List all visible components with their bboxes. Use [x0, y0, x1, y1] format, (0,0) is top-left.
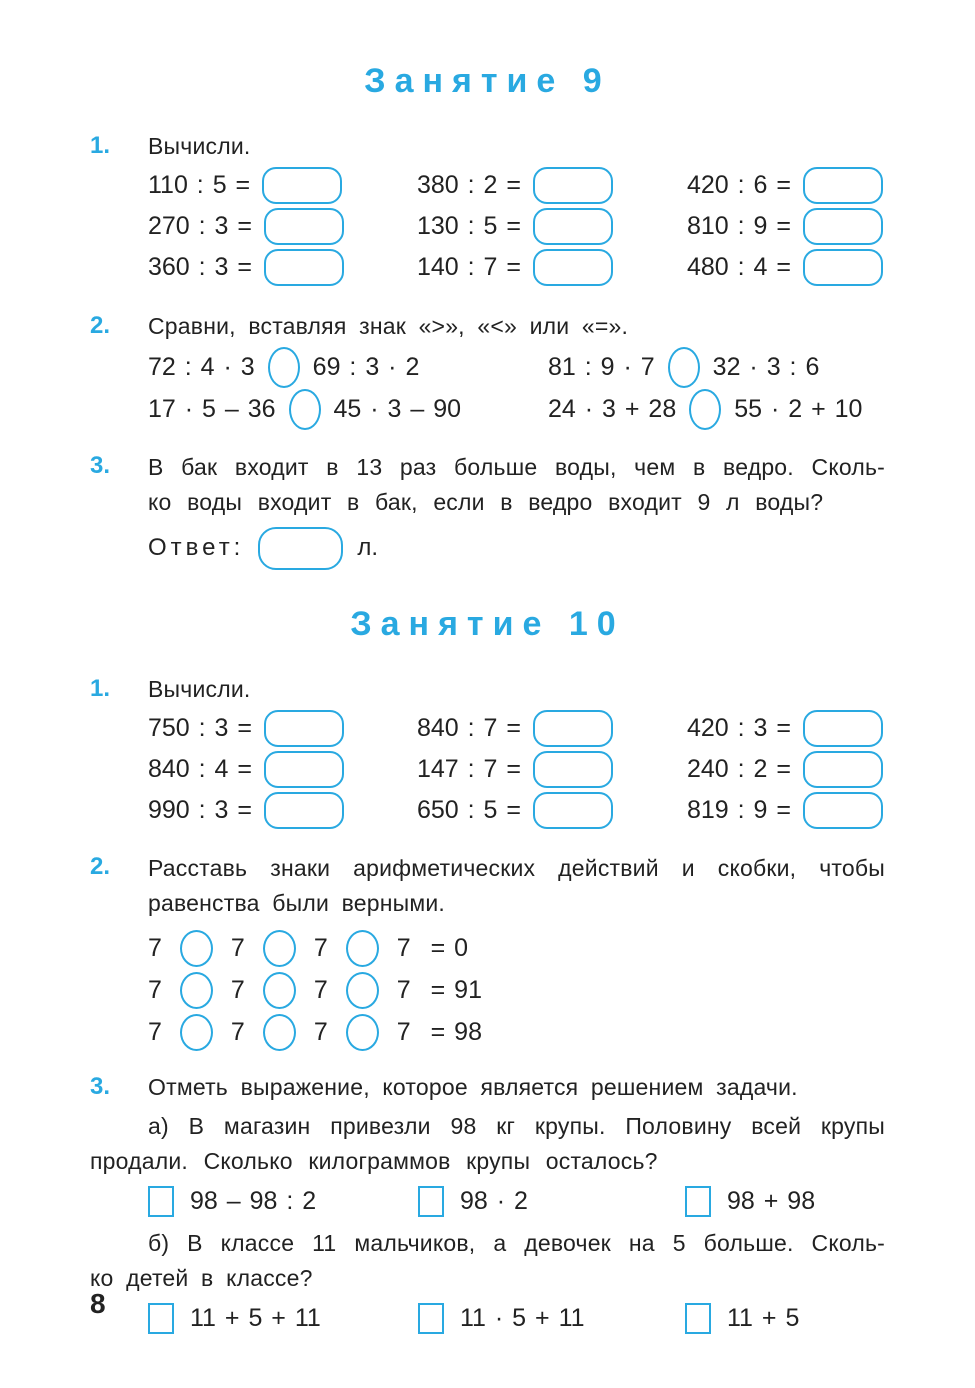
lesson9-title: Занятие 9: [364, 62, 611, 100]
option-expression: 98 · 2: [460, 1186, 528, 1215]
equation-row: [148, 927, 885, 969]
operand: 7: [230, 975, 245, 1004]
division-problems-grid: [148, 708, 885, 831]
problem-line: ко воды входит в бак, если в ведро входит 9 л воды?: [148, 489, 824, 515]
option-checkbox[interactable]: [148, 1303, 174, 1334]
task-b: [90, 1226, 885, 1337]
instruction-line: равенства были верными.: [148, 890, 446, 916]
equation-result: = 98: [430, 1017, 482, 1046]
option-expression: 98 + 98: [727, 1186, 816, 1215]
option-checkbox[interactable]: [418, 1186, 444, 1217]
answer-box[interactable]: [533, 208, 613, 245]
problem-expression: 270 : 3 =: [148, 212, 252, 240]
comparison-item: [548, 388, 885, 430]
problem-line: ко детей в классе?: [90, 1265, 313, 1291]
option-checkbox[interactable]: [685, 1186, 711, 1217]
answer-option[interactable]: [685, 1299, 885, 1337]
operator-circle[interactable]: [346, 930, 379, 967]
answer-box[interactable]: [803, 751, 883, 788]
answer-box[interactable]: [803, 792, 883, 829]
exercise-number: 1.: [90, 675, 111, 702]
exercise-label: Отметь выражение, которое является решением задачи.: [148, 1074, 798, 1100]
operator-circle[interactable]: [180, 1014, 213, 1051]
task-a-options: [148, 1182, 885, 1220]
left-expression: 17 · 5 – 36: [148, 394, 276, 423]
comparison-row: [148, 388, 885, 430]
lesson9-exercise3: [90, 450, 885, 571]
answer-box[interactable]: [803, 710, 883, 747]
problem-expression: 480 : 4 =: [687, 253, 791, 281]
right-expression: 55 · 2 + 10: [734, 394, 863, 423]
option-expression: 11 + 5 + 11: [190, 1303, 321, 1332]
exercise-number: 3.: [90, 452, 111, 479]
calc-problem: [148, 165, 417, 206]
task-a-text: [90, 1109, 885, 1179]
problem-expression: 840 : 7 =: [417, 714, 521, 742]
answer-box[interactable]: [264, 208, 344, 245]
answer-box[interactable]: [803, 208, 883, 245]
problem-line: б) В классе 11 мальчиков, а девочек на 5 больше. Сколь-: [148, 1230, 885, 1256]
exercise-number: 3.: [90, 1073, 111, 1100]
answer-option[interactable]: [148, 1182, 418, 1220]
problem-expression: 990 : 3 =: [148, 796, 252, 824]
division-problems-grid: [148, 165, 885, 288]
option-checkbox[interactable]: [685, 1303, 711, 1334]
calc-problem: [687, 247, 885, 288]
operand: 7: [148, 975, 162, 1004]
answer-box[interactable]: [533, 792, 613, 829]
problem-expression: 420 : 3 =: [687, 714, 791, 742]
comparison-item: [148, 346, 548, 388]
lesson9-exercise1: [90, 130, 885, 288]
comparison-row: [148, 346, 885, 388]
operand: 7: [313, 1017, 328, 1046]
option-expression: 11 + 5: [727, 1303, 800, 1332]
left-expression: 81 : 9 · 7: [548, 352, 655, 381]
problem-expression: 147 : 7 =: [417, 755, 521, 783]
option-expression: 11 · 5 + 11: [460, 1303, 585, 1332]
page-number: 8: [90, 1288, 106, 1319]
left-expression: 24 · 3 + 28: [548, 394, 677, 423]
equation-row: [148, 969, 885, 1011]
calc-problem: [687, 790, 885, 831]
problem-expression: 750 : 3 =: [148, 714, 252, 742]
lesson10-title: Занятие 10: [350, 605, 625, 643]
calc-problem: [148, 790, 417, 831]
answer-box[interactable]: [803, 249, 883, 286]
operator-circle[interactable]: [346, 972, 379, 1009]
calc-problem: [417, 708, 687, 749]
answer-box[interactable]: [533, 710, 613, 747]
option-checkbox[interactable]: [418, 1303, 444, 1334]
equation-result: = 91: [430, 975, 482, 1004]
comparison-sign-circle[interactable]: [268, 347, 300, 388]
answer-unit: л.: [357, 534, 379, 561]
lesson10-exercise2: [90, 851, 885, 1053]
answer-box[interactable]: [533, 249, 613, 286]
operand: 7: [230, 1017, 245, 1046]
comparison-sign-circle[interactable]: [668, 347, 700, 388]
calc-problem: [687, 708, 885, 749]
task-b-text: [90, 1226, 885, 1296]
problem-expression: 130 : 5 =: [417, 212, 521, 240]
answer-option[interactable]: [148, 1299, 418, 1337]
calc-problem: [148, 749, 417, 790]
comparison-sign-circle[interactable]: [689, 389, 721, 430]
answer-box[interactable]: [258, 527, 343, 570]
operator-circle[interactable]: [263, 1014, 296, 1051]
calc-problem: [417, 790, 687, 831]
problem-expression: 810 : 9 =: [687, 212, 791, 240]
answer-box[interactable]: [262, 167, 342, 204]
problem-expression: 240 : 2 =: [687, 755, 791, 783]
calc-problem: [687, 749, 885, 790]
exercise-number: 2.: [90, 853, 111, 880]
comparison-sign-circle[interactable]: [289, 389, 321, 430]
operator-circle[interactable]: [180, 972, 213, 1009]
operator-circle[interactable]: [180, 930, 213, 967]
problem-expression: 360 : 3 =: [148, 253, 252, 281]
answer-box[interactable]: [264, 751, 344, 788]
comparison-item: [148, 388, 548, 430]
exercise-number: 2.: [90, 312, 111, 339]
problem-expression: 420 : 6 =: [687, 171, 791, 199]
option-expression: 98 – 98 : 2: [190, 1186, 317, 1215]
answer-row: [148, 525, 885, 571]
right-expression: 69 : 3 · 2: [312, 352, 420, 381]
calc-problem: [417, 247, 687, 288]
task-a: [90, 1109, 885, 1220]
answer-box[interactable]: [264, 249, 344, 286]
answer-box[interactable]: [264, 710, 344, 747]
exercise-number: 1.: [90, 132, 111, 159]
comparison-rows: [148, 346, 885, 430]
calc-problem: [148, 247, 417, 288]
equation-result: = 0: [430, 933, 469, 962]
problem-expression: 819 : 9 =: [687, 796, 791, 824]
word-problem-text: [90, 450, 885, 520]
exercise-instruction: [90, 851, 885, 921]
operand: 7: [313, 933, 328, 962]
problem-line: продали. Сколько килограммов крупы осталось?: [90, 1148, 658, 1174]
right-expression: 32 · 3 : 6: [712, 352, 820, 381]
operand: 7: [396, 933, 411, 962]
answer-option[interactable]: [685, 1182, 885, 1220]
operator-circle[interactable]: [263, 930, 296, 967]
exercise-label: Сравни, вставляя знак «>», «<» или «=».: [148, 313, 629, 339]
equation-row: [148, 1011, 885, 1053]
operator-circle[interactable]: [263, 972, 296, 1009]
instruction-line: Расставь знаки арифметических действий и скобки, чтобы: [148, 855, 885, 881]
problem-line: В бак входит в 13 раз больше воды, чем в ведро. Сколь-: [148, 454, 885, 480]
operand: 7: [230, 933, 245, 962]
exercise-label: Вычисли.: [148, 133, 251, 159]
answer-box[interactable]: [533, 167, 613, 204]
operator-circle[interactable]: [346, 1014, 379, 1051]
answer-box[interactable]: [533, 751, 613, 788]
operand: 7: [396, 1017, 411, 1046]
calc-problem: [417, 749, 687, 790]
calc-problem: [687, 165, 885, 206]
problem-expression: 110 : 5 =: [148, 171, 251, 199]
comparison-item: [548, 346, 885, 388]
answer-option[interactable]: [418, 1299, 685, 1337]
answer-box[interactable]: [803, 167, 883, 204]
calc-problem: [687, 206, 885, 247]
calc-problem: [148, 708, 417, 749]
operand: 7: [148, 933, 162, 962]
problem-expression: 840 : 4 =: [148, 755, 252, 783]
answer-option[interactable]: [418, 1182, 685, 1220]
calc-problem: [148, 206, 417, 247]
left-expression: 72 : 4 · 3: [148, 352, 255, 381]
exercise-label: Вычисли.: [148, 676, 251, 702]
problem-line: а) В магазин привезли 98 кг крупы. Половину всей крупы: [148, 1113, 885, 1139]
problem-expression: 380 : 2 =: [417, 171, 521, 199]
problem-expression: 650 : 5 =: [417, 796, 521, 824]
operand: 7: [148, 1017, 162, 1046]
lesson9-exercise2: [90, 310, 885, 430]
calc-problem: [417, 206, 687, 247]
option-checkbox[interactable]: [148, 1186, 174, 1217]
calc-problem: [417, 165, 687, 206]
right-expression: 45 · 3 – 90: [333, 394, 462, 423]
operand: 7: [396, 975, 411, 1004]
task-b-options: [148, 1299, 885, 1337]
equation-rows: [148, 927, 885, 1053]
lesson10-exercise1: [90, 673, 885, 831]
operand: 7: [313, 975, 328, 1004]
answer-label: Ответ:: [148, 534, 245, 561]
problem-expression: 140 : 7 =: [417, 253, 521, 281]
lesson10-exercise3: [90, 1071, 885, 1337]
answer-box[interactable]: [264, 792, 344, 829]
